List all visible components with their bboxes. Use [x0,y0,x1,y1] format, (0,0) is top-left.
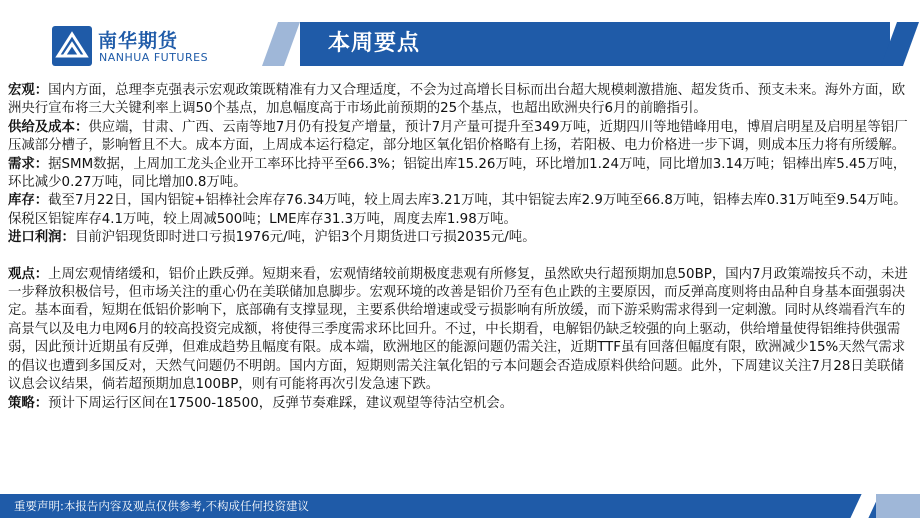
paragraph-spacer [8,248,912,266]
strategy-paragraph [8,395,912,413]
strategy-text: 预计下周运行区间在17500-18500，反弹节奏难踩，建议观望等待沽空机会。 [48,395,514,411]
inventory-text: 截至7月22日，国内铝锭+铝棒社会库存76.34万吨，较上周去库3.21万吨，其中铝锭去库2.9万吨至66.8万吨，铝棒去库0.31万吨至9.54万吨。保税区铝锭库存4.1万吨，较上周减500吨；LME库存31.3万吨，周度去库1.98万吨。 [8,193,907,227]
strategy-label: 策略： [8,395,49,411]
inventory-label: 库存： [8,193,49,209]
company-logo [52,24,272,70]
supply-label: 供给及成本： [8,119,89,135]
macro-paragraph [8,82,912,119]
import-text: 目前沪铝现货即时进口亏损1976元/吨，沪铝3个月期货进口亏损2035元/吨。 [74,230,536,246]
footer-end-block [876,494,920,518]
import-label: 进口利润： [8,230,75,246]
footer-bar [0,494,920,518]
inventory-paragraph [8,192,912,229]
logo-name-cn: 南华期货 [98,30,179,52]
logo-name-en: NANHUA FUTURES [99,51,209,64]
view-paragraph [8,266,912,395]
supply-paragraph [8,119,912,156]
demand-text: 据SMM数据，上周加工龙头企业开工率环比持平至66.3%；铝锭出库15.26万吨，环比增加1.24万吨，同比增加3.14万吨；铝棒出库5.45万吨，环比减少0.27万吨，同比增加0.8万吨。 [8,156,907,191]
macro-label: 宏观： [8,83,49,98]
slide-header [0,0,920,78]
report-body [8,82,912,413]
view-label: 观点： [8,266,49,282]
demand-paragraph [8,156,912,193]
footer-disclaimer: 重要声明:本报告内容及观点仅供参考,不构成任何投资建议 [14,499,310,513]
view-text: 上周宏观情绪缓和，铝价止跌反弹。短期来看，宏观情绪较前期极度悲观有所修复，虽然欧央行超预期加息50BP，国内7月政策端按兵不动，未进一步释放积极信号，但市场关注的重心仍在美联储加息脚步。宏观环境的改善是铝价乃至有色止跌的主要原因，而反弹高度则将由品种自身基本面强弱决定。基本面看，短期在低铝价影响下，底部确有支撑显现，主要系供给增速或受亏损影响有所放缓，而下游采购需求得到一定刺激。同时从终端看汽车的高景气以及电力电网6月的较高投资完成额，将使得三季度需求环比回升。不过，中长期看，电解铝仍缺乏较强的向上驱动，供给增量使得铝维持供强需弱，因此预计近期虽有反弹，但难成趋势且幅度有限。成本端，欧洲地区的能源问题仍需关注，近期TTF虽有回落但幅度有限，欧洲减少15%天然气需求的倡议也遭到多国反对，天然气问题仍不明朗。国内方面，短期则需关注氧化铝的亏本问题会否造成原料供给问题。此外，下周建议关注7月28日美联储议息会议结果，倘若超预期加息100BP，则有可能将再次引发急速下跌。 [8,266,908,393]
import-paragraph [8,229,912,247]
supply-text: 供应端，甘肃、广西、云南等地7月仍有投复产增量，预计7月产量可提升至349万吨，近期四川等地错峰用电，博眉启明星及启明星等铝厂压减部分槽子，影响暂且不大。成本方面，上周成本运行稳定，部分地区氧化铝价格略有上扬，若阳极、电力价格进一步下调，则成本压力将有所缓解。 [8,119,908,154]
macro-text: 国内方面，总理李克强表示宏观政策既精准有力又合理适度，不会为过高增长目标而出台超大规模刺激措施、超发货币、预支未来。海外方面，欧洲央行宣布将三大关键利率上调50个基点，加息幅度高于市场此前预期的25个基点，也超出欧洲央行6月的前瞻指引。 [8,83,906,117]
page-title: 本周要点 [328,31,421,56]
demand-label: 需求： [8,156,49,172]
nanhua-logo-icon [52,26,92,66]
